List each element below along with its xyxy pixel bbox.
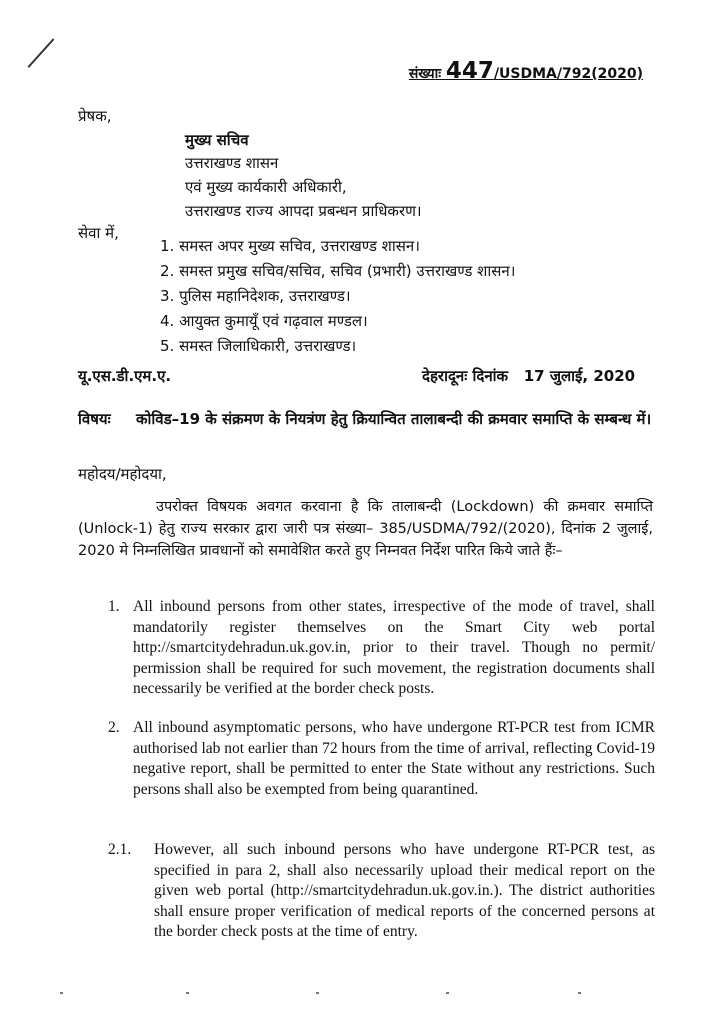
recipient-item: 3. पुलिस महानिदेशक, उत्तराखण्ड। — [160, 287, 351, 305]
sender-line: एवं मुख्य कार्यकारी अधिकारी, — [185, 178, 347, 196]
sender-name: मुख्य सचिव — [185, 131, 249, 149]
point-text: However, all such inbound persons who have undergone RT-PCR test, as specified in para 2, shall also necessarily upload their medical report on the given web portal (http://smartcitydehradun.uk.gov.in.). The district authorities shall ensure proper verification of medical reports of the concerned persons at the border check posts at the time of entry. — [154, 841, 655, 940]
recipient-item: 2. समस्त प्रमुख सचिव/सचिव, सचिव (प्रभारी) उत्तराखण्ड शासन। — [160, 262, 516, 280]
point-number: 2. — [108, 719, 120, 736]
recipient-list — [160, 234, 515, 359]
scan-speck — [578, 992, 581, 994]
letter-date: 17 जुलाई, 2020 — [523, 367, 636, 385]
point-number: 2.1. — [108, 841, 132, 858]
scan-speck — [186, 992, 189, 994]
point-text: All inbound persons from other states, irrespective of the mode of travel, shall mandatorily register themselves on the Smart City web portal http://smartcitydehradun.uk.gov.in, prior to their travel. Though no permit/ permission shall be required for such movement, the registration documents shall necessarily be verified at the border check posts. — [133, 598, 655, 697]
subject-block — [78, 408, 653, 431]
ref-suffix: /USDMA/792(2020) — [493, 66, 643, 82]
salutation: महोदय/महोदया, — [78, 465, 167, 483]
intro-paragraph: उपरोक्त विषयक अवगत करवाना है कि तालाबन्दी (Lockdown) की क्रमवार समाप्ति (Unlock-1) हेतु राज्य सरकार द्वारा जारी पत्र संख्या– 385/USDMA/792/(2020), दिनांक 2 जुलाई, 2020 मे निम्नलिखित प्रावधानों को समावेशित करते हुए निम्नवत निर्देश पारित किये जाते हैंः– — [78, 499, 653, 559]
subject-text: कोविड–19 के संक्रमण के नियत्रंण हेतु क्रियान्वित तालाबन्दी की क्रमवार समाप्ति के सम्बन्ध में। — [136, 410, 652, 428]
place-date — [422, 364, 635, 389]
recipient-item: 5. समस्त जिलाधिकारी, उत्तराखण्ड। — [160, 337, 357, 355]
office-code: यू.एस.डी.एम.ए. — [78, 367, 172, 385]
reference-number — [409, 58, 643, 84]
scan-speck — [316, 992, 319, 994]
sender-line: उत्तराखण्ड शासन — [185, 154, 279, 172]
place-label: देहरादूनः दिनांक — [422, 367, 509, 385]
scan-speck — [60, 992, 63, 994]
ref-number: 447 — [445, 58, 494, 84]
handwritten-slash-mark — [27, 38, 54, 67]
sender-label: प्रेषक, — [78, 107, 112, 125]
ref-prefix: संख्याः — [408, 66, 446, 82]
recipient-item: 1. समस्त अपर मुख्य सचिव, उत्तराखण्ड शासन। — [160, 237, 420, 255]
recipient-item: 4. आयुक्त कुमायूँ एवं गढ़वाल मण्डल। — [160, 312, 368, 330]
subject-label: विषयः — [78, 410, 111, 428]
point-number: 1. — [108, 598, 120, 615]
scan-speck — [446, 992, 449, 994]
recipients-label: सेवा में, — [78, 224, 119, 242]
sender-line: उत्तराखण्ड राज्य आपदा प्रबन्धन प्राधिकरण। — [185, 202, 422, 220]
point-text: All inbound asymptomatic persons, who have undergone RT-PCR test from ICMR authorised lab not earlier than 72 hours from the time of arrival, reflecting Covid-19 negative report, shall be permitted to enter the State without any restrictions. Such persons shall also be exempted from being quarantined. — [133, 719, 655, 798]
